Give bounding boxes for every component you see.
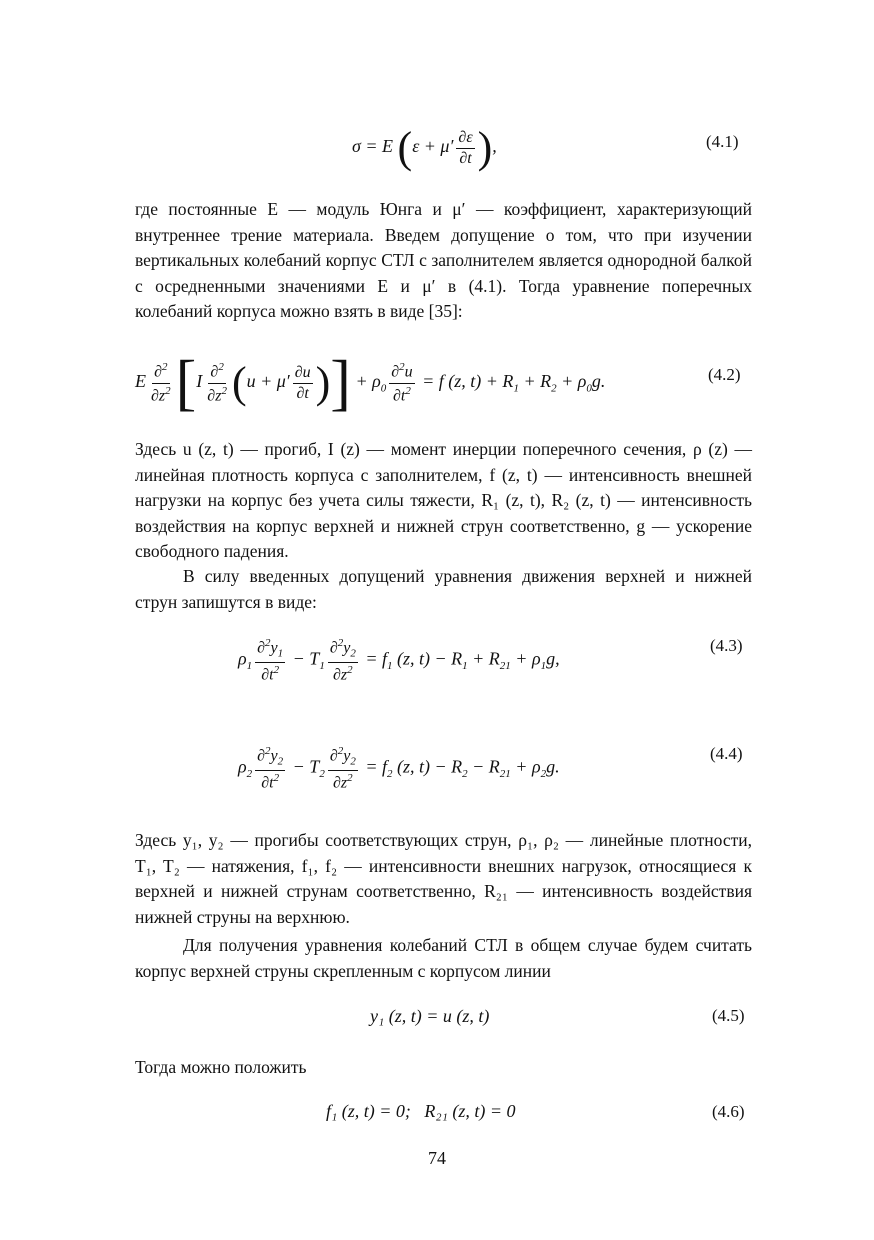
page-number: 74 (428, 1148, 446, 1168)
equation-4-4: $\rho_2$ $\frac{\partial^2y_2}{\partial t^2}$ − $T_2$ $\frac{\partial^2y_2}{\partial z^2}$ = $f_2$ (z, $t) - R_2 - R_{21} + \rho_2g$. (238, 745, 560, 791)
equation-number: (4.3) (710, 636, 743, 655)
equation-4-5: y₁ (z, t) = u (z, t) (370, 1006, 490, 1026)
paragraph: Здесь y₁, y₂ — прогибы соответствующих струн, ρ₁, ρ₂ — линейные плотности, T₁, T₂ — натяжения, f₁, f₂ — интенсивности внешних нагрузок, относящиеся к верхней и нижней струнам соответственно, R₂₁ — интенсивность воздействия нижней струны на верхнюю. (135, 830, 752, 927)
equation-number: (4.1) (706, 132, 739, 151)
equation-4-1: σ = E (ε + μ′ $\frac{\partial\varepsilon}{\partial t}$ ), (352, 123, 497, 172)
paragraph: где постоянные E — модуль Юнга и μ′ — коэффициент, характеризующий внутреннее трение материала. Введем допущение о том, что при изучении вертикальных колебаний корпус СТЛ с заполнителем является однородной балкой с осредненными значениями E и μ′ в (4.1). Тогда уравнение поперечных колебаний корпуса можно взять в виде [35]: (135, 199, 752, 321)
equation-number: (4.2) (708, 365, 741, 384)
paragraph: Здесь u (z, t) — прогиб, I (z) — момент инерции поперечного сечения, ρ (z) — линейная плотность корпуса с заполнителем, f (z, t) — интенсивность внешней нагрузки на корпус без учета силы тяжести, R₁ (z, t), R₂ (z, t) — интенсивность воздействия на корпус верхней и нижней струн соответственно, g — ускорение свободного падения. (135, 439, 752, 561)
equation-4-2: E $\frac{\partial^2}{\partial z^2}$ [I $\frac{\partial^2}{\partial z^2}$ (u + μ′ $\frac{\partial u}{\partial t}$ )] + $\rho_0$ $\frac{\partial^2u}{\partial t^2}$ = f (z, $t) + R_1 + R_2 + \rho_0g$. (135, 349, 606, 417)
paragraph: Тогда можно положить (135, 1057, 307, 1077)
equation-4-3: $\rho_1$ $\frac{\partial^2y_1}{\partial t^2}$ − $T_1$ $\frac{\partial^2y_2}{\partial z^2}$ = $f_1$ (z, $t) - R_1 + R_{21} + \rho_1g$, (238, 637, 560, 683)
equation-number: (4.6) (712, 1102, 745, 1121)
equation-number: (4.4) (710, 744, 743, 763)
paragraph: В силу введенных допущений уравнения движения верхней и нижней струн запишутся в виде: (135, 566, 752, 612)
paragraph: Для получения уравнения колебаний СТЛ в общем случае будем считать корпус верхней струны скрепленным с корпусом линии (135, 935, 752, 981)
equation-number: (4.5) (712, 1006, 745, 1025)
equation-4-6: f₁ (z, t) = 0; R₂₁ (z, t) = 0 (326, 1101, 516, 1121)
